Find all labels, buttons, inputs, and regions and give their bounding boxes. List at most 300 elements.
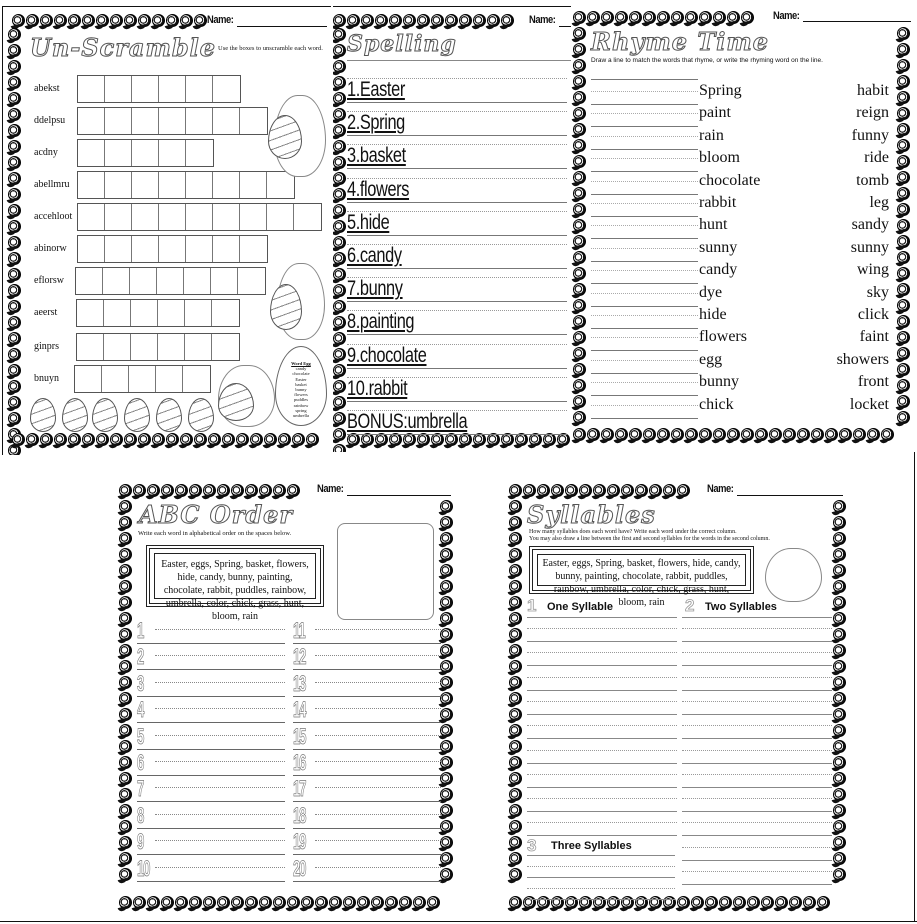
two-syllables-row[interactable] bbox=[682, 715, 832, 739]
bug-icon bbox=[833, 852, 846, 865]
bug-icon bbox=[189, 896, 202, 909]
bug-icon bbox=[897, 379, 910, 392]
writing-line bbox=[137, 881, 285, 882]
letter-box[interactable] bbox=[213, 76, 240, 102]
abc-answer-row[interactable] bbox=[293, 697, 441, 723]
rhyme-word-right[interactable]: leg bbox=[869, 194, 889, 211]
bug-border-left bbox=[333, 28, 346, 452]
bug-icon bbox=[119, 500, 132, 513]
rhyme-word-left[interactable]: Spring bbox=[699, 82, 742, 99]
letter-box[interactable] bbox=[211, 268, 238, 294]
abc-answer-row[interactable] bbox=[137, 644, 285, 670]
name-input-line[interactable] bbox=[737, 495, 843, 496]
letter-box[interactable] bbox=[294, 204, 321, 230]
rhyme-word-right[interactable]: faint bbox=[859, 328, 889, 346]
letter-box[interactable] bbox=[184, 268, 211, 294]
one-syllable-row[interactable] bbox=[527, 788, 677, 812]
rhyme-word-right[interactable]: sunny bbox=[850, 238, 889, 256]
rhyme-word-left[interactable]: paint bbox=[699, 104, 731, 122]
abc-answer-row[interactable] bbox=[293, 618, 441, 644]
bug-icon bbox=[897, 91, 910, 104]
letter-box[interactable] bbox=[186, 140, 213, 166]
scrambled-word: acdny bbox=[34, 147, 58, 158]
letter-box[interactable] bbox=[132, 140, 159, 166]
letter-box[interactable] bbox=[132, 76, 159, 102]
abc-answer-row[interactable] bbox=[137, 776, 285, 802]
two-syllables-row[interactable] bbox=[682, 788, 832, 812]
row-number: 19 bbox=[293, 829, 306, 855]
bug-icon bbox=[897, 251, 910, 264]
one-syllable-row[interactable] bbox=[527, 740, 677, 764]
scrambled-word: bnuyn bbox=[34, 373, 59, 384]
letter-box[interactable] bbox=[104, 300, 131, 326]
rhyme-word-left[interactable]: bloom bbox=[699, 149, 740, 167]
spelling-row[interactable] bbox=[347, 70, 567, 103]
one-syllable-row[interactable] bbox=[527, 642, 677, 666]
bug-icon bbox=[761, 896, 774, 909]
column-heading-one-syllable: One Syllable bbox=[547, 601, 614, 613]
bug-icon bbox=[333, 332, 346, 345]
letter-box[interactable] bbox=[212, 334, 239, 360]
rhyme-word-right[interactable]: click bbox=[857, 306, 889, 323]
answer-line[interactable] bbox=[591, 128, 698, 150]
letter-box[interactable] bbox=[105, 140, 132, 166]
bug-icon bbox=[413, 896, 426, 909]
letter-box[interactable] bbox=[104, 334, 131, 360]
bug-border-bottom bbox=[119, 896, 440, 909]
answer-line[interactable] bbox=[591, 397, 698, 419]
divider-line bbox=[0, 921, 917, 922]
bug-icon bbox=[273, 896, 286, 909]
letter-box[interactable] bbox=[240, 204, 267, 230]
letter-box[interactable] bbox=[130, 268, 157, 294]
spelling-row[interactable] bbox=[347, 336, 567, 369]
letter-box[interactable] bbox=[157, 268, 184, 294]
bug-icon bbox=[440, 772, 453, 785]
letter-boxes bbox=[76, 333, 240, 361]
bug-icon bbox=[440, 564, 453, 577]
rhyme-word-right[interactable]: habit bbox=[857, 82, 889, 99]
answer-line[interactable] bbox=[591, 374, 698, 396]
dotted-guide bbox=[527, 725, 677, 726]
rhyme-word-left[interactable]: rabbit bbox=[699, 194, 737, 211]
answer-line[interactable] bbox=[591, 262, 698, 284]
bug-icon bbox=[119, 708, 132, 721]
rhyme-word-right[interactable]: locket bbox=[849, 395, 889, 413]
bug-icon bbox=[699, 428, 712, 441]
answer-line[interactable] bbox=[591, 352, 698, 374]
bug-icon bbox=[509, 772, 522, 785]
abc-answer-row[interactable] bbox=[293, 644, 441, 670]
answer-line[interactable] bbox=[591, 105, 698, 127]
two-syllables-row[interactable] bbox=[682, 691, 832, 715]
letter-box[interactable] bbox=[105, 76, 132, 102]
bug-icon bbox=[389, 14, 402, 27]
row-number: 7 bbox=[137, 776, 144, 802]
page-title: Un-Scramble bbox=[30, 33, 217, 62]
bug-icon bbox=[440, 756, 453, 769]
bug-icon bbox=[333, 204, 346, 217]
bug-icon bbox=[897, 123, 910, 136]
letter-boxes bbox=[77, 107, 268, 135]
bug-icon bbox=[333, 172, 346, 185]
letter-box[interactable] bbox=[76, 268, 103, 294]
rhyme-word-left[interactable]: chocolate bbox=[699, 171, 761, 189]
letter-box[interactable] bbox=[78, 204, 105, 230]
abc-answer-row[interactable] bbox=[293, 776, 441, 802]
two-syllables-row[interactable] bbox=[682, 618, 832, 642]
letter-box[interactable] bbox=[78, 172, 105, 198]
bug-icon bbox=[8, 252, 21, 265]
kids-at-table-illustration bbox=[337, 523, 434, 620]
bug-icon bbox=[333, 76, 346, 89]
letter-box[interactable] bbox=[75, 366, 102, 392]
bug-icon bbox=[509, 580, 522, 593]
dotted-guide bbox=[315, 761, 441, 762]
word-egg-item: spring bbox=[295, 407, 307, 413]
spelling-row[interactable] bbox=[347, 302, 567, 335]
two-syllables-row[interactable] bbox=[682, 812, 832, 836]
answer-line[interactable] bbox=[591, 79, 698, 80]
letter-box[interactable] bbox=[158, 300, 185, 326]
spelling-row[interactable] bbox=[347, 170, 567, 203]
row-number: 15 bbox=[293, 723, 306, 749]
rhyme-word-right[interactable]: funny bbox=[851, 126, 889, 144]
answer-line[interactable] bbox=[591, 307, 698, 329]
dotted-guide bbox=[315, 708, 441, 709]
row-number: 9 bbox=[137, 829, 144, 855]
spelling-row[interactable] bbox=[347, 103, 567, 136]
abc-answer-row[interactable] bbox=[293, 803, 441, 829]
bug-icon bbox=[615, 428, 628, 441]
letter-box[interactable] bbox=[158, 334, 185, 360]
letter-box[interactable] bbox=[78, 76, 105, 102]
bug-icon bbox=[897, 219, 910, 232]
letter-box[interactable] bbox=[105, 172, 132, 198]
spelling-row[interactable] bbox=[347, 236, 567, 269]
rhyme-word-right[interactable]: sky bbox=[866, 283, 889, 301]
rhyme-word-left[interactable]: rain bbox=[699, 126, 724, 144]
bug-icon bbox=[573, 363, 586, 376]
name-input-line[interactable] bbox=[803, 21, 911, 22]
bug-icon bbox=[119, 628, 132, 641]
one-syllable-row[interactable] bbox=[527, 715, 677, 739]
bug-icon bbox=[509, 852, 522, 865]
rhyme-word-left[interactable]: chick bbox=[699, 395, 734, 413]
abc-answer-row[interactable] bbox=[137, 697, 285, 723]
name-input-line[interactable] bbox=[347, 495, 451, 496]
one-syllable-row[interactable] bbox=[527, 691, 677, 715]
page-title: Spelling bbox=[347, 31, 457, 57]
one-syllable-row[interactable] bbox=[527, 764, 677, 788]
letter-box[interactable] bbox=[267, 172, 294, 198]
bug-icon bbox=[635, 484, 648, 497]
row-number: 4 bbox=[137, 697, 144, 723]
letter-box[interactable] bbox=[129, 366, 156, 392]
bug-icon bbox=[440, 852, 453, 865]
letter-box[interactable] bbox=[267, 204, 294, 230]
bug-icon bbox=[175, 484, 188, 497]
bug-icon bbox=[333, 380, 346, 393]
bug-icon bbox=[657, 11, 670, 24]
answer-line[interactable] bbox=[591, 217, 698, 239]
bug-icon bbox=[231, 896, 244, 909]
letter-box[interactable] bbox=[105, 108, 132, 134]
letter-box[interactable] bbox=[131, 334, 158, 360]
dotted-guide bbox=[527, 628, 677, 629]
bug-icon bbox=[509, 804, 522, 817]
bug-icon bbox=[881, 428, 894, 441]
answer-line[interactable] bbox=[591, 329, 698, 351]
spelling-word: 9.chocolate bbox=[347, 343, 427, 367]
letter-box[interactable] bbox=[77, 300, 104, 326]
letter-box[interactable] bbox=[78, 236, 105, 262]
answer-line[interactable] bbox=[591, 150, 698, 172]
bug-icon bbox=[833, 740, 846, 753]
letter-box[interactable] bbox=[186, 236, 213, 262]
spelling-row[interactable] bbox=[347, 402, 567, 435]
bug-icon bbox=[147, 484, 160, 497]
bug-icon bbox=[333, 444, 346, 452]
abc-answer-row[interactable] bbox=[137, 724, 285, 750]
bug-icon bbox=[897, 411, 910, 424]
letter-box[interactable] bbox=[159, 108, 186, 134]
bug-icon bbox=[440, 516, 453, 529]
bug-icon bbox=[440, 548, 453, 561]
rhyme-word-left[interactable]: hide bbox=[699, 306, 727, 323]
bug-icon bbox=[194, 14, 207, 27]
bug-icon bbox=[897, 395, 910, 408]
letter-box[interactable] bbox=[183, 366, 210, 392]
letter-box[interactable] bbox=[186, 204, 213, 230]
letter-box[interactable] bbox=[240, 172, 267, 198]
two-syllables-row[interactable] bbox=[682, 740, 832, 764]
rhyme-word-left[interactable]: dye bbox=[699, 283, 723, 301]
two-syllables-row[interactable] bbox=[682, 642, 832, 666]
dotted-guide bbox=[682, 652, 832, 653]
letter-box[interactable] bbox=[240, 108, 267, 134]
one-syllable-row[interactable] bbox=[527, 812, 677, 836]
abc-answer-row[interactable] bbox=[137, 618, 285, 644]
page-title: ABC Order bbox=[139, 500, 294, 529]
bug-icon bbox=[897, 139, 910, 152]
letter-box[interactable] bbox=[105, 236, 132, 262]
bug-icon bbox=[573, 91, 586, 104]
abc-answer-row[interactable] bbox=[293, 750, 441, 776]
bug-icon bbox=[897, 171, 910, 184]
letter-box[interactable] bbox=[186, 108, 213, 134]
letter-box[interactable] bbox=[159, 140, 186, 166]
dotted-guide bbox=[527, 774, 677, 775]
two-syllables-row[interactable] bbox=[682, 667, 832, 691]
abc-answer-row[interactable] bbox=[293, 829, 441, 855]
rhyme-word-right[interactable]: sandy bbox=[851, 216, 889, 234]
bug-icon bbox=[40, 14, 53, 27]
abc-order-worksheet bbox=[117, 478, 459, 916]
row-number: 20 bbox=[293, 855, 306, 881]
bug-icon bbox=[705, 896, 718, 909]
letter-box[interactable] bbox=[213, 204, 240, 230]
letter-box[interactable] bbox=[77, 334, 104, 360]
easter-egg-icon bbox=[124, 398, 150, 432]
abc-answer-row[interactable] bbox=[137, 671, 285, 697]
bug-icon bbox=[333, 156, 346, 169]
name-input-line[interactable] bbox=[237, 26, 327, 27]
letter-box[interactable] bbox=[213, 108, 240, 134]
word-egg-item: Easter bbox=[295, 376, 307, 382]
one-syllable-row[interactable] bbox=[527, 618, 677, 642]
spelling-row[interactable] bbox=[347, 269, 567, 302]
bug-icon bbox=[440, 740, 453, 753]
rhyme-word-right[interactable]: reign bbox=[856, 104, 889, 122]
abc-answer-row[interactable] bbox=[137, 856, 285, 882]
bug-icon bbox=[621, 484, 634, 497]
one-syllable-row[interactable] bbox=[527, 667, 677, 691]
three-syllables-row[interactable] bbox=[527, 878, 675, 900]
rhyme-word-left[interactable]: hunt bbox=[699, 216, 728, 234]
letter-box[interactable] bbox=[185, 334, 212, 360]
letter-box[interactable] bbox=[131, 300, 158, 326]
rhyme-word-left[interactable]: sunny bbox=[699, 238, 738, 256]
letter-box[interactable] bbox=[132, 172, 159, 198]
bug-icon bbox=[333, 316, 346, 329]
bug-icon bbox=[440, 788, 453, 801]
bug-icon bbox=[833, 516, 846, 529]
letter-box[interactable] bbox=[102, 366, 129, 392]
bug-icon bbox=[124, 433, 137, 446]
rhyme-word-right[interactable]: showers bbox=[836, 350, 889, 368]
letter-box[interactable] bbox=[213, 236, 240, 262]
row-number: 8 bbox=[137, 802, 144, 828]
rhyme-word-right[interactable]: tomb bbox=[856, 171, 889, 189]
bug-icon bbox=[713, 428, 726, 441]
two-syllables-row[interactable] bbox=[682, 837, 832, 861]
row-number: 2 bbox=[137, 644, 144, 670]
spelling-row[interactable] bbox=[347, 136, 567, 169]
easter-egg-icon bbox=[30, 398, 56, 432]
bug-icon bbox=[8, 76, 21, 89]
abc-answer-row[interactable] bbox=[293, 671, 441, 697]
answer-line[interactable] bbox=[591, 285, 698, 307]
dotted-guide bbox=[155, 761, 285, 762]
bug-icon bbox=[306, 433, 319, 446]
letter-box[interactable] bbox=[156, 366, 183, 392]
letter-box[interactable] bbox=[159, 204, 186, 230]
word-egg-item: candy bbox=[295, 366, 307, 372]
dotted-guide bbox=[155, 629, 285, 630]
rhyme-word-left[interactable]: flowers bbox=[699, 328, 747, 346]
letter-box[interactable] bbox=[159, 76, 186, 102]
bug-icon bbox=[8, 316, 21, 329]
answer-line[interactable] bbox=[591, 173, 698, 195]
letter-box[interactable] bbox=[186, 76, 213, 102]
letter-box[interactable] bbox=[238, 268, 265, 294]
answer-line[interactable] bbox=[591, 83, 698, 105]
bug-icon bbox=[615, 11, 628, 24]
bug-icon bbox=[203, 484, 216, 497]
spelling-row[interactable] bbox=[347, 203, 567, 236]
easter-egg-illustration bbox=[268, 115, 302, 159]
two-syllables-row[interactable] bbox=[682, 764, 832, 788]
bug-icon bbox=[250, 433, 263, 446]
abc-answer-row[interactable] bbox=[137, 750, 285, 776]
letter-box[interactable] bbox=[105, 204, 132, 230]
writing-line bbox=[591, 418, 698, 419]
abc-answer-row[interactable] bbox=[137, 803, 285, 829]
bug-icon bbox=[573, 267, 586, 280]
letter-box[interactable] bbox=[159, 172, 186, 198]
abc-answer-row[interactable] bbox=[293, 856, 441, 882]
easter-egg-icon bbox=[62, 398, 88, 432]
letter-box[interactable] bbox=[103, 268, 130, 294]
easter-egg-icon bbox=[188, 398, 214, 432]
bug-icon bbox=[811, 428, 824, 441]
abc-answer-row[interactable] bbox=[137, 829, 285, 855]
bug-icon bbox=[119, 868, 132, 881]
bug-icon bbox=[839, 428, 852, 441]
rhyme-word-right[interactable]: ride bbox=[864, 149, 889, 167]
bug-icon bbox=[833, 676, 846, 689]
answer-line[interactable] bbox=[591, 240, 698, 262]
bug-icon bbox=[119, 612, 132, 625]
bug-icon bbox=[133, 896, 146, 909]
rhyme-word-right[interactable]: front bbox=[857, 373, 889, 391]
bug-icon bbox=[573, 59, 586, 72]
column-number: 3 bbox=[527, 836, 537, 855]
bug-icon bbox=[897, 43, 910, 56]
letter-box[interactable] bbox=[240, 236, 267, 262]
bug-icon bbox=[747, 896, 760, 909]
bug-icon bbox=[671, 11, 684, 24]
letter-box[interactable] bbox=[186, 172, 213, 198]
rhyme-word-left[interactable]: egg bbox=[699, 350, 723, 368]
abc-answer-row[interactable] bbox=[293, 724, 441, 750]
bug-icon bbox=[152, 14, 165, 27]
bug-icon bbox=[733, 896, 746, 909]
two-syllables-row[interactable] bbox=[682, 861, 832, 885]
bug-icon bbox=[166, 14, 179, 27]
bug-icon bbox=[573, 171, 586, 184]
rhyme-word-left[interactable]: bunny bbox=[699, 373, 739, 391]
bug-icon bbox=[897, 299, 910, 312]
bug-border-left bbox=[119, 500, 132, 881]
instructions: Use the boxes to unscramble each word. bbox=[218, 45, 323, 52]
rhyme-word-left[interactable]: candy bbox=[699, 261, 738, 279]
bug-icon bbox=[643, 11, 656, 24]
letter-box[interactable] bbox=[132, 108, 159, 134]
letter-box[interactable] bbox=[78, 140, 105, 166]
bug-icon bbox=[329, 896, 342, 909]
letter-box[interactable] bbox=[132, 204, 159, 230]
letter-box[interactable] bbox=[78, 108, 105, 134]
answer-line[interactable] bbox=[591, 195, 698, 217]
dotted-guide bbox=[527, 677, 677, 678]
letter-box[interactable] bbox=[185, 300, 212, 326]
bug-icon bbox=[685, 11, 698, 24]
letter-box[interactable] bbox=[212, 300, 239, 326]
bug-icon bbox=[8, 300, 21, 313]
letter-box[interactable] bbox=[213, 172, 240, 198]
name-input-line[interactable] bbox=[559, 26, 571, 27]
bug-icon bbox=[82, 14, 95, 27]
rhyme-word-right[interactable]: wing bbox=[857, 261, 889, 279]
bug-icon bbox=[579, 484, 592, 497]
three-syllables-row[interactable] bbox=[527, 856, 675, 878]
spelling-row[interactable] bbox=[347, 369, 567, 402]
letter-box[interactable] bbox=[159, 236, 186, 262]
bug-icon bbox=[897, 363, 910, 376]
letter-box[interactable] bbox=[132, 236, 159, 262]
